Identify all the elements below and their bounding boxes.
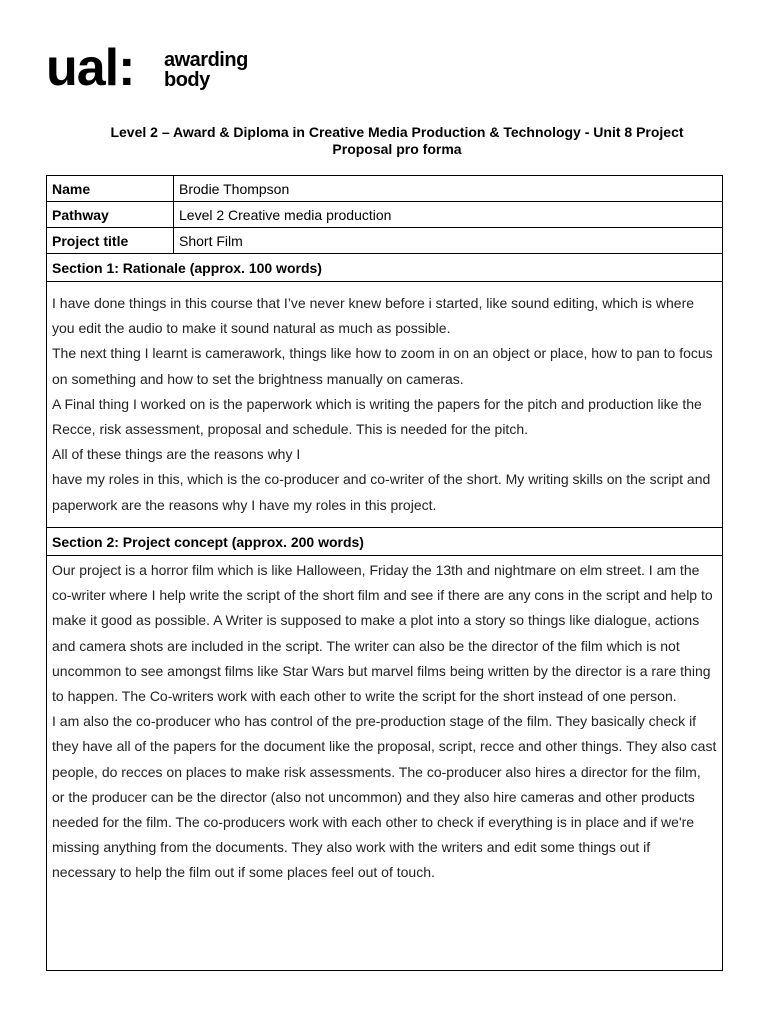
section-1-title: Section 1: Rationale (approx. 100 words): [47, 254, 723, 282]
section-2-paragraph: Our project is a horror film which is like Halloween, Friday the 13th and nightmare on elm street. I am the co-writer where I help write the script of the short film and see if there are any cons in the script and help to make it good as possible. A Writer is supposed to make a plot into a story so things like dialogue, actions and camera shots are included in the script. The writer can also be the director of the film which is not uncommon to see amongst films like Star Wars but marvel films being written by the director is a rare thing to happen. The Co-writers work with each other to write the script for the short instead of one person.: [52, 562, 713, 705]
logo-ual-text: ual:: [46, 39, 135, 97]
name-value: Brodie Thompson: [174, 176, 723, 202]
proposal-table: [46, 175, 723, 971]
section-1-body-row: [47, 282, 723, 528]
project-title-label: Project title: [47, 228, 174, 254]
pathway-value: Level 2 Creative media production: [174, 202, 723, 228]
section-2-body: [47, 556, 723, 971]
section-1-paragraph: I have done things in this course that I’ve never knew before i started, like sound editing, which is where you edit the audio to make it sound natural as much as possible.: [52, 295, 695, 337]
section-2-paragraph: I am also the co-producer who has control of the pre-production stage of the film. They basically check if they have all of the papers for the document like the proposal, script, recce and other things. They also cast people, do recces on places to make risk assessments. The co-producer also hires a director for the film, or the producer can be the director (also not uncommon) and they also hire cameras and other products needed for the film. The co-producers work with each other to check if everything is in place and if we're missing anything from the documents. They also work with the writers and edit some things out if necessary to help the film out if some places feel out of touch.: [52, 713, 717, 881]
ual-awarding-body-logo: [46, 39, 266, 97]
document-heading: [60, 124, 734, 158]
section-1-paragraph: The next thing I learnt is camerawork, things like how to zoom in on an object or place, how to pan to focus on something and how to set the brightness manually on cameras.: [52, 345, 713, 387]
table-row-name: [47, 176, 723, 202]
project-title-value: Short Film: [174, 228, 723, 254]
section-1-header-row: [47, 254, 723, 282]
section-1-body: [47, 282, 723, 528]
heading-line-1: Level 2 – Award & Diploma in Creative Media Production & Technology - Unit 8 Project: [110, 124, 684, 140]
logo-awarding-text: awarding: [164, 49, 248, 71]
section-1-paragraph: A Final thing I worked on is the paperwork which is writing the papers for the pitch and production like the Recce, risk assessment, proposal and schedule. This is needed for the pitch.: [52, 395, 702, 438]
section-2-body-row: [47, 556, 723, 971]
heading-line-2: Proposal pro forma: [332, 141, 462, 157]
section-1-paragraph: All of these things are the reasons why I: [52, 446, 301, 463]
section-2-header-row: [47, 528, 723, 556]
name-label: Name: [47, 176, 174, 202]
section-1-paragraph: have my roles in this, which is the co-producer and co-writer of the short. My writing skills on the script and paperwork are the reasons why I have my roles in this project.: [52, 471, 711, 513]
logo-body-text: body: [164, 69, 210, 91]
pathway-label: Pathway: [47, 202, 174, 228]
table-row-project-title: [47, 228, 723, 254]
section-2-title: Section 2: Project concept (approx. 200 words): [47, 528, 723, 556]
table-row-pathway: [47, 202, 723, 228]
